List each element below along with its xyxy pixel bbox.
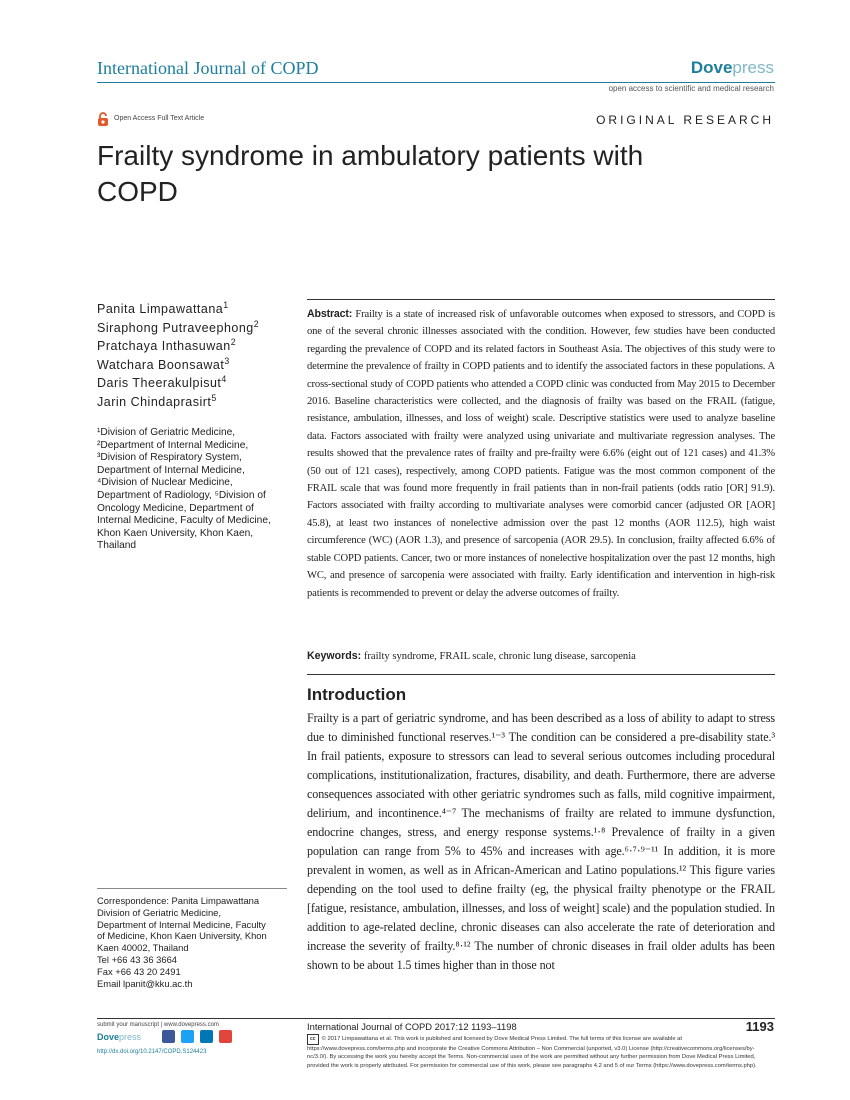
author[interactable]: Pratchaya Inthasuwan$^2$ [97,336,237,353]
linkedin-icon[interactable] [200,1030,213,1043]
publisher-name-b: press [732,58,774,77]
author[interactable]: Panita Limpawattana$^1$ [97,299,229,316]
license-text: cc © 2017 Limpawattana et al. This work is published and licensed by Dove Medical Press Limited. The full terms of this license are available at https://www.dovepress.com/terms.php and incorporate the Creative Commons Attribution – Non Commercial (unported, v3.0) License (http://creativecommons.org/licenses/by-nc/3.0/). By accessing the work you hereby accept the Terms. Non-commercial uses of the work are permitted without any further permission from Dove Medical Press Limited, provided the work is properly attributed. For permission for commercial use of this work, please see paragraphs 4.2 and 5 of our Terms (https://www.dovepress.com/terms.php). [307,1036,757,1069]
open-access-icon [97,112,109,126]
keywords-text: frailty syndrome, FRAIL scale, chronic lung disease, sarcopenia [363,651,636,662]
affiliations: ¹Division of Geriatric Medicine, ²Department of Internal Medicine, ³Division of Respiratory System, Department of Internal Medicine, ⁴Division of Nuclear Medicine, Department of Radiology, ⁵Division of Oncology Medicine, Department of Internal Medicine, Faculty of Medicine, Khon Kaen University, Khon Kaen, Thailand [97,427,271,552]
correspondence-fax: Fax +66 43 20 2491 [97,965,181,977]
author-list [97,300,287,411]
social-links [162,1030,232,1043]
publisher-name-a: Dove [690,58,733,77]
keywords-label: Keywords: [307,650,362,662]
keywords [307,648,775,665]
submit-manuscript-link[interactable]: submit your manuscript | www.dovepress.com [97,1022,219,1028]
correspondence-tel: Tel +66 43 36 3664 [97,953,178,965]
twitter-icon[interactable] [181,1030,194,1043]
correspondence-line: of Medicine, Khon Kaen University, Khon [97,930,267,942]
correspondence-email[interactable]: Email lpanit@kku.ac.th [97,977,193,989]
author[interactable]: Jarin Chindaprasirt$^5$ [97,392,217,409]
creative-commons-icon[interactable]: cc [307,1034,319,1045]
doi-link[interactable]: http://dx.doi.org/10.2147/COPD.S124423 [97,1049,207,1055]
footer-publisher-logo[interactable]: Dovepress [97,1032,142,1042]
footer-citation: International Journal of COPD 2017:12 1193–1198 [307,1021,517,1032]
section-heading-introduction: Introduction [307,685,407,704]
author[interactable]: Siraphong Putraveephong$^2$ [97,318,260,335]
abstract-label: Abstract: [307,308,353,320]
author[interactable]: Daris Theerakulpisut$^4$ [97,373,227,390]
publisher-logo[interactable] [691,58,774,78]
abstract [307,306,775,602]
correspondence-line: Department of Internal Medicine, Faculty [97,918,266,930]
publisher-tagline: open access to scientific and medical research [608,84,774,93]
facebook-icon[interactable] [162,1030,175,1043]
header-divider [97,82,775,83]
footer-divider [97,1018,775,1019]
correspondence-name: Correspondence: Panita Limpawattana [97,895,260,906]
article-type: ORIGINAL RESEARCH [596,113,774,127]
open-access-label: Open Access Full Text Article [114,115,205,122]
correspondence-divider [97,888,287,889]
abstract-bottom-rule [307,674,775,675]
abstract-top-rule [307,299,775,300]
article-title: Frailty syndrome in ambulatory patients with COPD [97,140,644,207]
correspondence-block [97,895,297,989]
page-number: 1193 [745,1019,774,1034]
author[interactable]: Watchara Boonsawat$^3$ [97,355,230,372]
youtube-icon[interactable] [219,1030,232,1043]
introduction-text: Frailty is a part of geriatric syndrome, and has been described as a loss of ability to adapt to stress due to diminished functional reserves.¹⁻³ The condition can be considered a pre-disability state.³ In frail patients, exposure to stressors can lead to several serious outcomes including procedural complications, institutionalization, fractures, disability, and death. Furthermore, there are adverse consequences associated with other geriatric syndromes such as falls, mild cognitive impairment, delirium, and incontinence.⁴⁻⁷ The mechanisms of frailty are related to immune dysfunction, endocrine changes, stress, and energy response systems.¹·⁸ Prevalence of frailty in a given population can range from 5% to 45% and increases with age.⁶·⁷·⁹⁻¹¹ In addition, it is more prevalent in women, as well as in African-American and Latino populations.¹² This figure varies depending on the tool used to define frailty (eg, the physical frailty phenotype or the FRAIL [fatigue, resistance, ambulation, illnesses, and loss of weight] scale) and the population studied. In addition to age-related decline, chronic diseases can also accelerate the rate of deterioration and increase the severity of frailty.⁸·¹² The number of chronic diseases in frail older adults has been shown to be about 1.5 times higher than in those not [307,711,775,972]
abstract-text: Frailty is a state of increased risk of unfavorable outcomes when exposed to stressors, and COPD is one of the several chronic illnesses associated with the condition. However, few studies have been conducted regarding the prevalence of COPD and its related factors in Southeast Asia. The objectives of this study were to determine the prevalence of frailty in COPD patients and to identify the associated factors in these populations. A cross-sectional study of COPD patients who attended a COPD clinic was conducted from May 2015 to December 2016. Baseline characteristics were collected, and the diagnosis of frailty was based on the FRAIL (fatigue, resistance, ambulation, illnesses, and loss of weight) scale. Descriptive statistics were used to analyze baseline data. Factors associated with frailty were analyzed using univariate and multivariate regression analyses. The results showed that the prevalence rates of frailty and pre-frailty were 6.6% (eight out of 121 cases) and 41.3% (50 out of 121 cases), respectively, among COPD patients. Fatigue was the most common component of the FRAIL scale that was found more frequently in frail patients than in non-frail patients (odds ratio [OR] 91.9). Factors associated with frailty according to multivariate analyses were comorbid cancer (adjusted OR [AOR] 45.8), at least two instances of nonelective admission over the past 12 months (AOR 112.5), high waist circumference (WC) (AOR 1.3), and presence of sarcopenia (AOR 29.5). In conclusion, frailty affected 6.6% of stable COPD patients. Cancer, two or more instances of nonelective hospitalization over the past 12 months, high WC, and presence of sarcopenia were associated with frailty. Early identification and intervention in high-risk patients is recommended to prevent or delay the adverse outcomes of frailty. [307,309,775,599]
correspondence-line: Division of Geriatric Medicine, [97,906,221,918]
journal-title: International Journal of COPD [97,58,319,78]
correspondence-line: Kaen 40002, Thailand [97,942,189,954]
